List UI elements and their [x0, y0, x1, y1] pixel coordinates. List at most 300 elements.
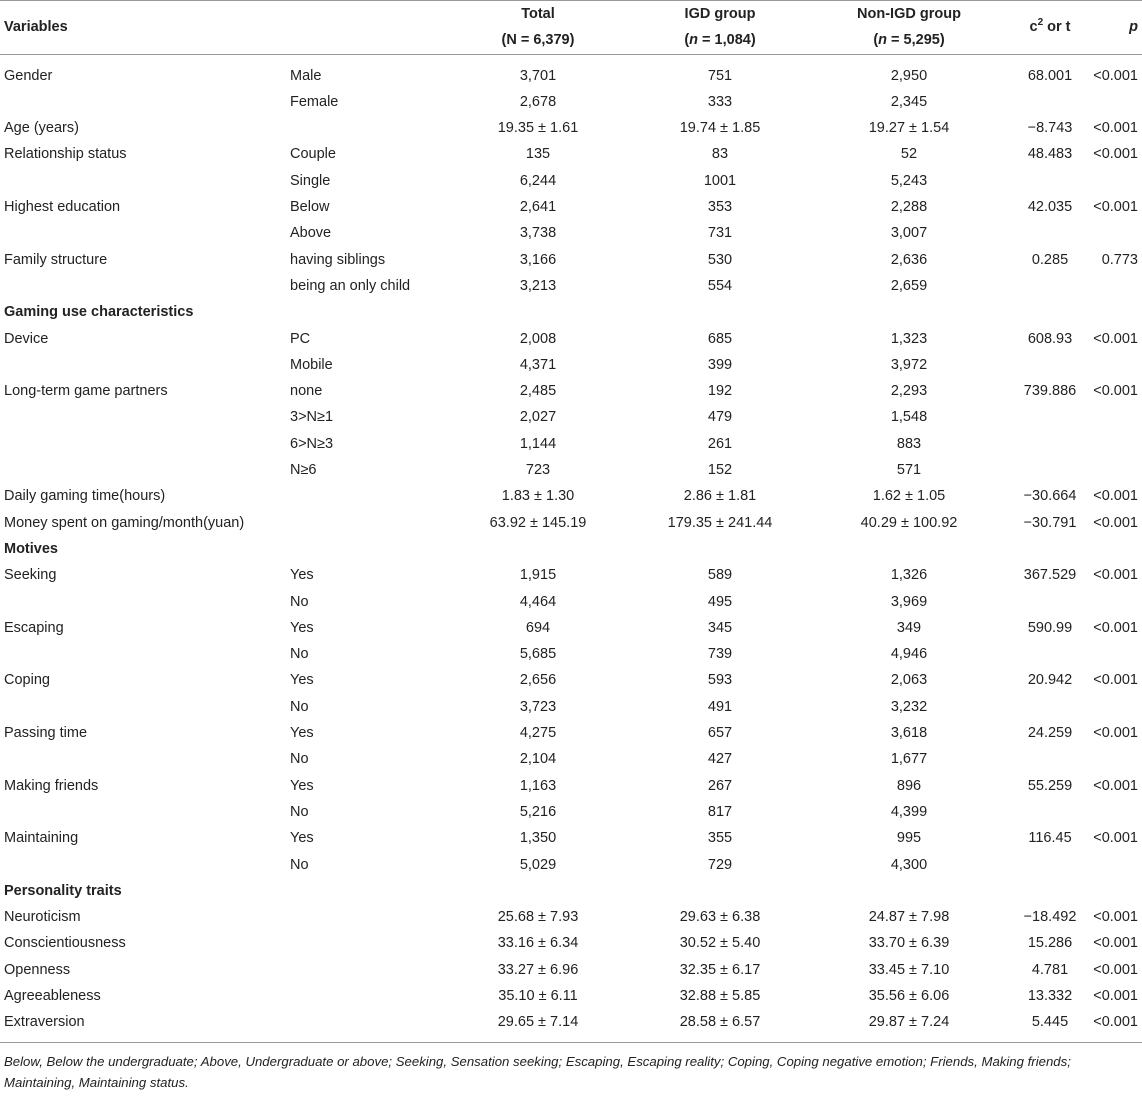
variable-cell — [0, 89, 286, 115]
section-heading: Gaming use characteristics — [4, 304, 194, 321]
section-heading: Personality traits — [4, 882, 122, 899]
igd-cell: 267 — [707, 777, 733, 794]
total-cell: 2,104 — [519, 751, 557, 768]
variable-cell — [0, 589, 286, 615]
variable-cell: Age (years) — [4, 120, 79, 137]
p-value-cell — [1082, 431, 1142, 457]
p-value-cell: <0.001 — [1093, 830, 1138, 847]
total-cell: 19.35 ± 1.61 — [497, 120, 579, 137]
variable-cell: Device — [4, 330, 49, 347]
igd-cell: 427 — [707, 751, 733, 768]
total-cell: 2,027 — [519, 409, 557, 426]
total-cell: 4,371 — [519, 356, 557, 373]
statistic-cell: −8.743 — [1027, 120, 1073, 137]
igd-cell: 2.86 ± 1.81 — [683, 488, 757, 505]
statistic-cell: 48.483 — [1027, 146, 1073, 163]
p-value-cell: <0.001 — [1093, 199, 1138, 216]
total-cell: 1,915 — [519, 567, 557, 584]
statistic-cell: −30.791 — [1023, 514, 1077, 531]
total-cell: 1,144 — [519, 435, 557, 452]
igd-cell: 685 — [707, 330, 733, 347]
igd-cell: 179.35 ± 241.44 — [667, 514, 773, 531]
table-row — [0, 115, 1142, 141]
igd-cell: 28.58 ± 6.57 — [640, 1009, 800, 1042]
non-igd-cell: 2,636 — [890, 251, 928, 268]
header-stat-main: c — [1029, 19, 1038, 36]
category-cell: none — [290, 383, 323, 400]
igd-cell: 751 — [707, 67, 733, 84]
category-cell — [286, 957, 436, 983]
p-value-cell — [1082, 589, 1142, 615]
total-cell: 4,464 — [519, 593, 557, 610]
p-value-cell: <0.001 — [1093, 672, 1138, 689]
category-cell: Yes — [290, 725, 314, 742]
table-row — [0, 773, 1142, 799]
section-row — [0, 878, 1142, 904]
p-value-cell — [1082, 457, 1142, 483]
table-row — [0, 562, 1142, 588]
p-value-cell: <0.001 — [1093, 488, 1138, 505]
total-cell: 3,723 — [519, 698, 557, 715]
p-value-cell: <0.001 — [1093, 567, 1138, 584]
table-row — [0, 825, 1142, 851]
category-cell: Yes — [290, 672, 314, 689]
header-non-igd-n-italic: n — [878, 32, 888, 49]
non-igd-cell: 4,300 — [890, 856, 928, 873]
non-igd-cell: 19.27 ± 1.54 — [868, 120, 950, 137]
category-cell: Female — [290, 93, 339, 110]
header-total-n: (N = 6,379) — [501, 32, 575, 49]
non-igd-cell: 1,326 — [890, 567, 928, 584]
total-cell: 2,485 — [519, 383, 557, 400]
p-value-cell — [1082, 168, 1142, 194]
p-value-cell: 0.773 — [1101, 251, 1138, 268]
category-cell — [286, 483, 436, 509]
table-row — [0, 694, 1142, 720]
igd-cell: 554 — [707, 277, 733, 294]
statistic-cell — [1018, 746, 1082, 772]
table-row — [0, 194, 1142, 220]
category-cell: Yes — [290, 567, 314, 584]
p-value-cell: <0.001 — [1093, 67, 1138, 84]
p-value-cell: <0.001 — [1093, 146, 1138, 163]
category-cell — [286, 983, 436, 1009]
category-cell: Below — [290, 199, 330, 216]
statistic-cell: 116.45 — [1028, 830, 1072, 847]
table-row — [0, 247, 1142, 273]
igd-cell: 589 — [707, 567, 733, 584]
igd-cell: 192 — [707, 383, 733, 400]
p-value-cell — [1082, 746, 1142, 772]
header-total — [436, 1, 640, 55]
table-row — [0, 589, 1142, 615]
igd-cell: 32.35 ± 6.17 — [679, 961, 761, 978]
variable-cell: Money spent on gaming/month(yuan) — [4, 514, 245, 531]
p-value-cell — [1082, 404, 1142, 430]
statistic-cell: 739.886 — [1023, 383, 1077, 400]
non-igd-cell: 3,618 — [890, 725, 928, 742]
non-igd-cell: 2,659 — [890, 277, 928, 294]
variable-cell — [0, 852, 286, 878]
statistic-cell — [1018, 641, 1082, 667]
statistic-cell — [1018, 89, 1082, 115]
category-cell: Couple — [290, 146, 336, 163]
statistic-cell — [1018, 220, 1082, 246]
variable-cell: Coping — [4, 672, 50, 689]
header-igd-n-value: = 1,084) — [698, 32, 756, 49]
section-row — [0, 536, 1142, 562]
non-igd-cell: 5,243 — [890, 172, 928, 189]
igd-cell: 399 — [707, 356, 733, 373]
total-cell: 63.92 ± 145.19 — [489, 514, 587, 531]
total-cell: 3,213 — [519, 277, 557, 294]
header-row — [0, 1, 1142, 55]
statistic-cell: 5.445 — [1018, 1009, 1082, 1042]
statistic-cell: 367.529 — [1023, 567, 1077, 584]
non-igd-cell: 349 — [896, 619, 922, 636]
table-row — [0, 720, 1142, 746]
category-cell: Male — [290, 67, 322, 84]
non-igd-cell: 52 — [900, 146, 918, 163]
variable-cell: Passing time — [4, 725, 88, 742]
table-row — [0, 220, 1142, 246]
header-p-italic: p — [1129, 19, 1138, 36]
non-igd-cell: 2,063 — [890, 672, 928, 689]
non-igd-cell: 883 — [896, 435, 922, 452]
statistic-cell: 13.332 — [1027, 987, 1073, 1004]
variable-cell: Agreeableness — [4, 987, 101, 1004]
statistic-cell — [1018, 352, 1082, 378]
non-igd-cell: 2,950 — [890, 67, 928, 84]
variable-cell — [0, 641, 286, 667]
p-value-cell: <0.001 — [1093, 777, 1138, 794]
igd-cell: 353 — [707, 199, 733, 216]
p-value-cell — [1082, 641, 1142, 667]
header-non-igd — [800, 1, 1018, 55]
p-value-cell: <0.001 — [1093, 935, 1138, 952]
table-footnote: Below, Below the undergraduate; Above, Undergraduate or above; Seeking, Sensation seeking; Escaping, Escaping reality; Coping, Coping negative emotion; Friends, Making friends; Maintaining, Maintaining status. — [4, 1053, 1071, 1090]
variable-cell: Maintaining — [4, 830, 79, 847]
p-value-cell: <0.001 — [1093, 619, 1138, 636]
statistic-cell: 590.99 — [1027, 619, 1073, 636]
table-row — [0, 930, 1142, 956]
variable-cell — [0, 694, 286, 720]
variable-cell: Highest education — [4, 199, 121, 216]
non-igd-cell: 3,232 — [890, 698, 928, 715]
total-cell: 2,008 — [519, 330, 557, 347]
p-value-cell — [1082, 852, 1142, 878]
total-cell: 694 — [525, 619, 551, 636]
p-value-cell: <0.001 — [1093, 961, 1138, 978]
igd-cell: 345 — [707, 619, 733, 636]
p-value-cell: <0.001 — [1093, 514, 1138, 531]
table-row — [0, 957, 1142, 983]
variable-cell: Gender — [4, 67, 53, 84]
statistic-cell — [1018, 168, 1082, 194]
table-row — [0, 799, 1142, 825]
igd-cell: 739 — [707, 646, 733, 663]
statistic-cell: 20.942 — [1027, 672, 1073, 689]
section-heading: Motives — [4, 540, 58, 557]
table-row — [0, 352, 1142, 378]
category-cell — [286, 904, 436, 930]
variable-cell: Neuroticism — [4, 909, 81, 926]
statistic-cell: 68.001 — [1027, 67, 1073, 84]
category-cell: Yes — [290, 777, 314, 794]
total-cell: 33.16 ± 6.34 — [497, 935, 579, 952]
non-igd-cell: 896 — [896, 777, 922, 794]
non-igd-cell: 2,345 — [890, 93, 928, 110]
variable-cell: Daily gaming time(hours) — [4, 488, 166, 505]
table-row — [0, 273, 1142, 299]
non-igd-cell: 35.56 ± 6.06 — [868, 987, 950, 1004]
variable-cell: Long-term game partners — [4, 383, 168, 400]
total-cell: 5,685 — [519, 646, 557, 663]
category-cell: 6>N≥3 — [290, 435, 334, 452]
table-row — [0, 89, 1142, 115]
variable-cell: Relationship status — [4, 146, 127, 163]
category-cell — [286, 115, 436, 141]
category-cell — [286, 930, 436, 956]
header-stat-rest: or t — [1043, 19, 1071, 36]
non-igd-cell: 1.62 ± 1.05 — [872, 488, 946, 505]
category-cell: 3>N≥1 — [290, 409, 334, 426]
header-stat-sup: 2 — [1037, 17, 1044, 29]
total-cell: 6,244 — [519, 172, 557, 189]
non-igd-cell: 40.29 ± 100.92 — [860, 514, 958, 531]
statistic-cell — [1018, 694, 1082, 720]
statistic-cell — [1018, 404, 1082, 430]
total-cell: 1,163 — [519, 777, 557, 794]
category-cell: No — [290, 698, 309, 715]
category-cell: No — [290, 593, 309, 610]
table-row — [0, 510, 1142, 536]
igd-cell: 83 — [711, 146, 729, 163]
category-cell: No — [290, 856, 309, 873]
total-cell: 4,275 — [519, 725, 557, 742]
variable-cell: Extraversion — [0, 1009, 286, 1042]
non-igd-cell: 1,677 — [890, 751, 928, 768]
statistic-cell — [1018, 589, 1082, 615]
igd-cell: 152 — [707, 462, 733, 479]
total-cell: 35.10 ± 6.11 — [498, 987, 578, 1004]
non-igd-cell: 1,548 — [890, 409, 928, 426]
category-cell: PC — [290, 330, 311, 347]
table-row — [0, 852, 1142, 878]
table-header — [0, 1, 1142, 55]
category-cell: being an only child — [290, 277, 411, 294]
table-row — [0, 326, 1142, 352]
header-variables: Variables — [4, 19, 68, 36]
statistic-cell — [1018, 799, 1082, 825]
variable-cell — [0, 799, 286, 825]
p-value-cell — [1082, 273, 1142, 299]
header-igd-n-italic: n — [689, 32, 699, 49]
igd-cell: 32.88 ± 5.85 — [679, 987, 761, 1004]
category-cell: having siblings — [290, 251, 386, 268]
header-p — [1082, 1, 1142, 55]
igd-cell: 19.74 ± 1.85 — [679, 120, 761, 137]
category-cell — [286, 510, 436, 536]
variable-cell: Family structure — [4, 251, 108, 268]
p-value-cell: <0.001 — [1093, 987, 1138, 1004]
igd-cell: 355 — [707, 830, 733, 847]
section-row — [0, 299, 1142, 325]
table-row — [0, 457, 1142, 483]
non-igd-cell: 3,969 — [890, 593, 928, 610]
igd-cell: 261 — [707, 435, 733, 452]
p-value-cell — [1082, 694, 1142, 720]
table-body — [0, 54, 1142, 1042]
p-value-cell — [1082, 799, 1142, 825]
variable-cell — [0, 746, 286, 772]
total-cell: 25.68 ± 7.93 — [497, 909, 579, 926]
category-cell: N≥6 — [290, 462, 317, 479]
non-igd-cell: 3,972 — [890, 356, 928, 373]
igd-cell: 333 — [707, 93, 733, 110]
table-row — [0, 667, 1142, 693]
total-cell: 1.83 ± 1.30 — [501, 488, 575, 505]
table-row — [0, 983, 1142, 1009]
statistic-cell: 24.259 — [1027, 725, 1073, 742]
total-cell: 135 — [525, 146, 551, 163]
category-cell: Single — [290, 172, 331, 189]
total-cell: 2,656 — [519, 672, 557, 689]
igd-cell: 817 — [707, 803, 733, 820]
category-cell: Above — [290, 225, 332, 242]
igd-cell: 29.63 ± 6.38 — [679, 909, 761, 926]
category-cell: Yes — [290, 619, 314, 636]
variable-cell — [0, 457, 286, 483]
variable-cell: Conscientiousness — [4, 935, 126, 952]
total-cell: 2,678 — [519, 93, 557, 110]
total-cell: 2,641 — [519, 199, 557, 216]
p-value-cell: <0.001 — [1093, 383, 1138, 400]
non-igd-cell: 2,288 — [890, 199, 928, 216]
variable-cell: Making friends — [4, 777, 99, 794]
non-igd-cell: 1,323 — [890, 330, 928, 347]
total-cell: 33.27 ± 6.96 — [497, 961, 579, 978]
table-row — [0, 483, 1142, 509]
variable-cell — [0, 168, 286, 194]
p-value-cell — [1082, 220, 1142, 246]
variable-cell — [0, 273, 286, 299]
p-value-cell: <0.001 — [1093, 330, 1138, 347]
statistic-cell — [1018, 457, 1082, 483]
statistic-cell: 4.781 — [1031, 961, 1069, 978]
table-row — [0, 746, 1142, 772]
non-igd-cell: 29.87 ± 7.24 — [800, 1009, 1018, 1042]
header-statistic — [1018, 1, 1082, 55]
total-cell: 3,738 — [519, 225, 557, 242]
variable-cell — [0, 431, 286, 457]
p-value-cell — [1082, 89, 1142, 115]
non-igd-cell: 2,293 — [890, 383, 928, 400]
table-row — [0, 1009, 1142, 1042]
variable-cell: Seeking — [4, 567, 57, 584]
header-igd-label: IGD group — [684, 6, 756, 22]
p-value-cell — [1082, 352, 1142, 378]
total-cell: 723 — [525, 462, 551, 479]
p-value-cell: <0.001 — [1093, 120, 1138, 137]
non-igd-cell: 33.45 ± 7.10 — [868, 961, 950, 978]
non-igd-cell: 4,946 — [890, 646, 928, 663]
category-cell: No — [290, 646, 309, 663]
non-igd-cell: 995 — [896, 830, 922, 847]
p-value-cell: <0.001 — [1093, 909, 1138, 926]
variable-cell: Escaping — [4, 619, 64, 636]
non-igd-cell: 4,399 — [890, 803, 928, 820]
total-cell: 29.65 ± 7.14 — [436, 1009, 640, 1042]
total-cell: 3,166 — [519, 251, 557, 268]
statistic-cell — [1018, 852, 1082, 878]
table-row — [0, 168, 1142, 194]
variable-cell — [0, 220, 286, 246]
igd-cell: 495 — [707, 593, 733, 610]
table-row — [0, 141, 1142, 167]
variable-cell — [0, 352, 286, 378]
variable-cell: Openness — [4, 961, 71, 978]
category-cell: No — [290, 751, 309, 768]
statistic-cell: 42.035 — [1027, 199, 1073, 216]
category-cell: Mobile — [290, 356, 333, 373]
igd-cell: 731 — [707, 225, 733, 242]
statistic-cell: 15.286 — [1027, 935, 1073, 952]
statistic-cell: −30.664 — [1023, 488, 1077, 505]
total-cell: 3,701 — [519, 67, 557, 84]
header-igd — [640, 1, 800, 55]
igd-cell: 30.52 ± 5.40 — [679, 935, 761, 952]
non-igd-cell: 33.70 ± 6.39 — [868, 935, 950, 952]
igd-cell: 479 — [707, 409, 733, 426]
statistic-cell — [1018, 273, 1082, 299]
statistic-cell: 55.259 — [1027, 777, 1073, 794]
header-non-igd-label: Non-IGD group — [857, 6, 961, 22]
igd-cell: 1001 — [703, 172, 737, 189]
statistic-cell: 608.93 — [1027, 330, 1073, 347]
p-value-cell: <0.001 — [1082, 1009, 1142, 1042]
p-value-cell: <0.001 — [1093, 725, 1138, 742]
igd-cell: 491 — [707, 698, 733, 715]
header-igd-n: (n = 1,084) — [684, 32, 756, 49]
statistic-cell: 0.285 — [1031, 251, 1069, 268]
igd-cell: 729 — [707, 856, 733, 873]
statistic-cell: −18.492 — [1023, 909, 1077, 926]
table-row — [0, 615, 1142, 641]
table-row — [0, 378, 1142, 404]
category-cell — [286, 1009, 436, 1042]
total-cell: 5,216 — [519, 803, 557, 820]
igd-cell: 657 — [707, 725, 733, 742]
table-row — [0, 404, 1142, 430]
non-igd-cell: 24.87 ± 7.98 — [868, 909, 950, 926]
header-non-igd-n: (n = 5,295) — [873, 32, 945, 49]
statistic-cell — [1018, 431, 1082, 457]
category-cell: No — [290, 803, 309, 820]
non-igd-cell: 3,007 — [890, 225, 928, 242]
table-row — [0, 431, 1142, 457]
category-cell: Yes — [290, 830, 314, 847]
igd-cell: 530 — [707, 251, 733, 268]
table-row — [0, 641, 1142, 667]
igd-cell: 593 — [707, 672, 733, 689]
total-cell: 5,029 — [519, 856, 557, 873]
header-non-igd-n-value: = 5,295) — [887, 32, 945, 49]
header-total-label: Total — [521, 6, 555, 22]
non-igd-cell: 571 — [896, 462, 922, 479]
table-row — [0, 904, 1142, 930]
total-cell: 1,350 — [519, 830, 557, 847]
